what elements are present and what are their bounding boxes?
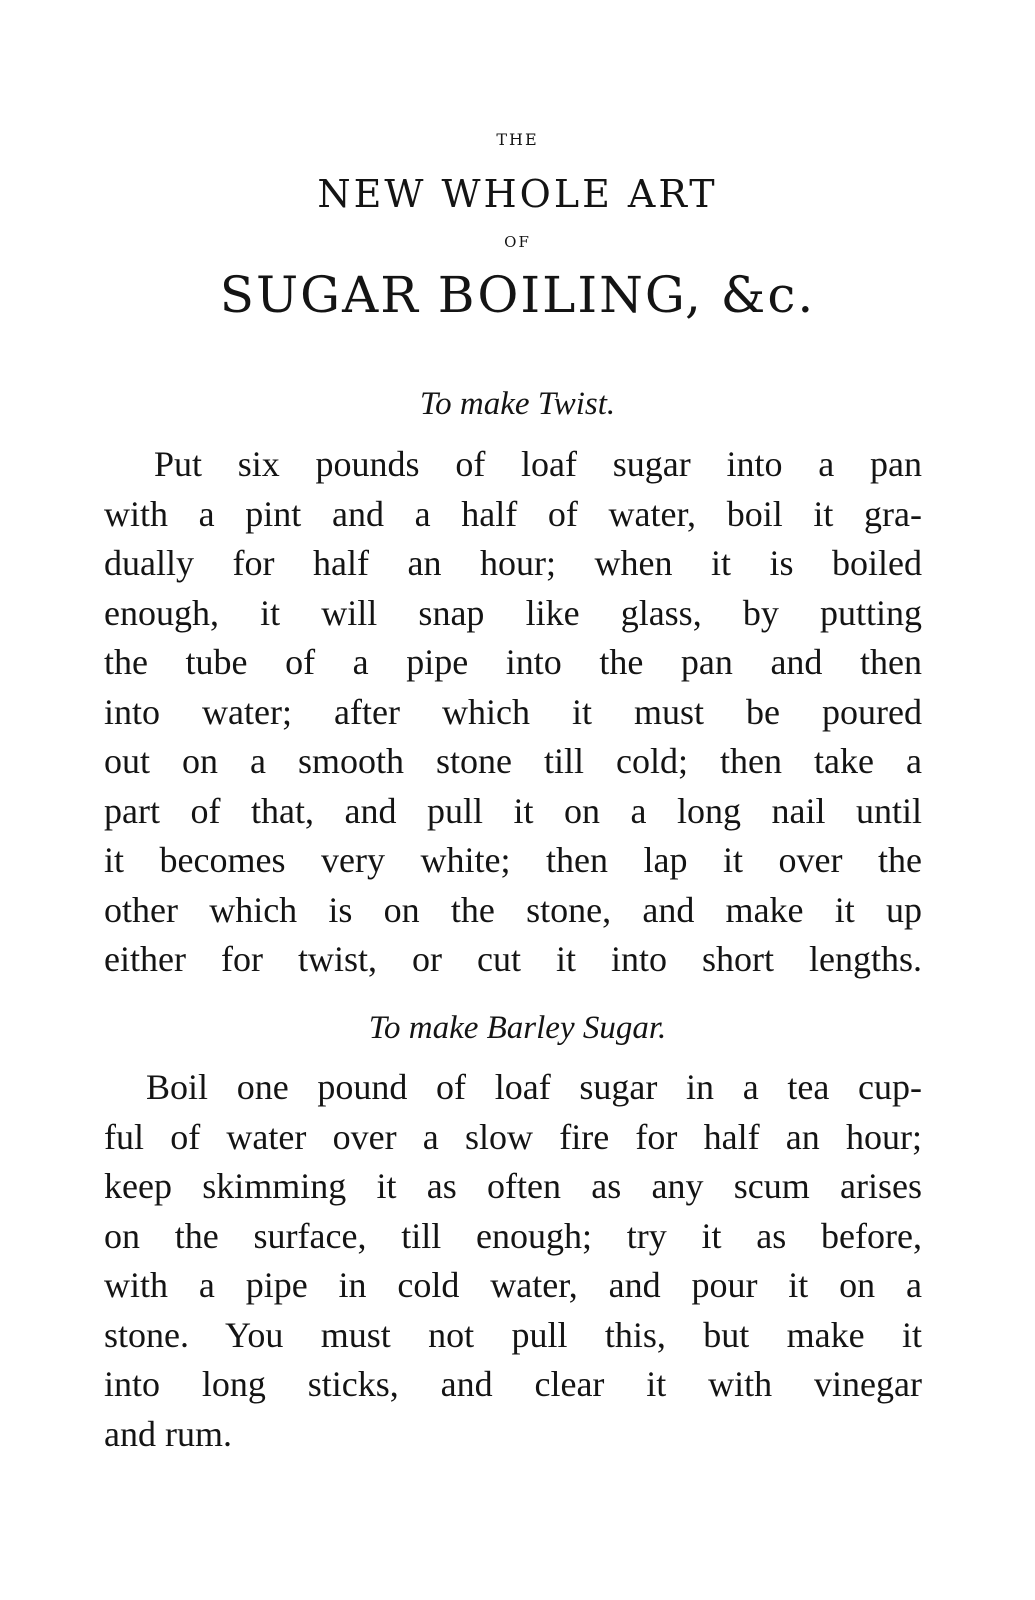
title-the: THE: [496, 130, 539, 149]
text-line: on the surface, till enough; try it as before,: [104, 1215, 922, 1256]
text-line: dually for half an hour; when it is boiled: [104, 543, 922, 583]
text-line: keep skimming it as often as any scum arises: [104, 1166, 922, 1206]
paragraph-twist: [104, 440, 922, 985]
section-heading-barley-sugar: To make Barley Sugar.: [368, 1010, 667, 1046]
text-line: with a pipe in cold water, and pour it on a: [104, 1265, 922, 1305]
text-line: other which is on the stone, and make it up: [104, 889, 922, 930]
text-line: into water; after which it must be poured: [104, 691, 922, 732]
text-line: out on a smooth stone till cold; then take a: [104, 741, 922, 781]
title-of: OF: [504, 233, 531, 251]
text-line: into long sticks, and clear it with vinegar: [104, 1364, 922, 1404]
text-line: the tube of a pipe into the pan and then: [104, 642, 922, 682]
text-line: part of that, and pull it on a long nail until: [104, 790, 922, 831]
text-line: ful of water over a slow fire for half an hour;: [104, 1116, 922, 1157]
text-line: and rum.: [104, 1413, 232, 1454]
text-line: either for twist, or cut it into short lengths.: [104, 939, 922, 979]
text-line: with a pint and a half of water, boil it gra-: [104, 493, 922, 534]
section-heading-twist: To make Twist.: [419, 386, 616, 422]
paragraph-barley-sugar: [104, 1063, 922, 1459]
text-line: it becomes very white; then lap it over the: [104, 840, 922, 880]
text-line: enough, it will snap like glass, by putting: [104, 592, 922, 633]
text-line: stone. You must not pull this, but make it: [104, 1314, 922, 1355]
title-sub: SUGAR BOILING, &c.: [219, 266, 816, 324]
text-line: Boil one pound of loaf sugar in a tea cup-: [146, 1067, 922, 1107]
text-line: Put six pounds of loaf sugar into a pan: [154, 444, 922, 484]
title-main: NEW WHOLE ART: [317, 172, 718, 216]
